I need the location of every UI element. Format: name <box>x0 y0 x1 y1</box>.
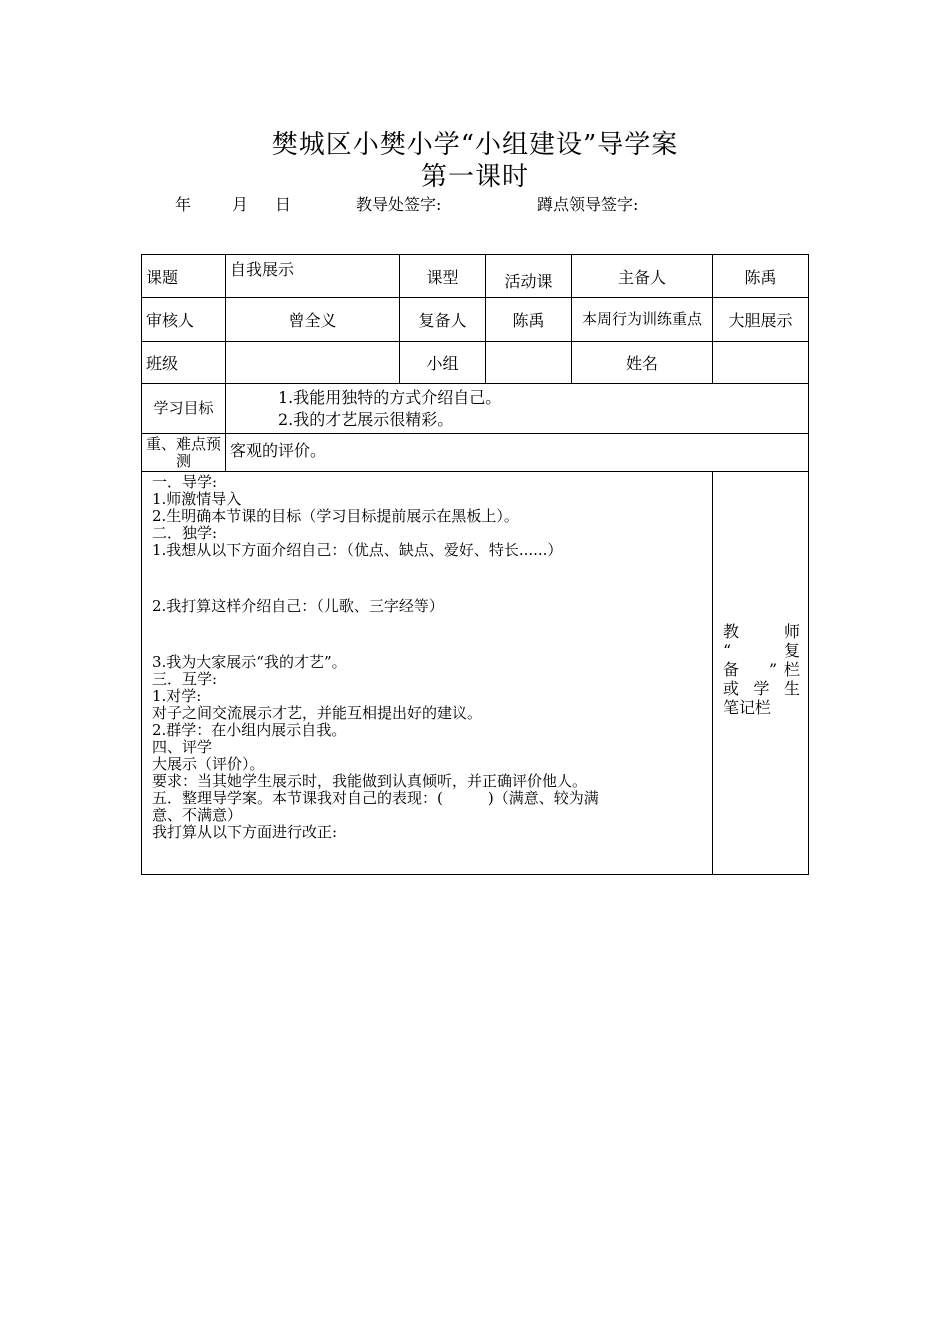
process-line: 一．导学: <box>152 473 218 491</box>
process-line: 2.生明确本节课的目标（学习目标提前展示在黑板上）。 <box>152 507 519 525</box>
side-note-line: 或 学 生 <box>723 679 801 698</box>
signature-line <box>0 192 950 214</box>
blank-space <box>152 615 706 654</box>
table-row <box>142 298 809 342</box>
process-line: 2.群学：在小组内展示自我。 <box>152 721 347 739</box>
lesson-process <box>142 472 713 875</box>
focus-value: 大胆展示 <box>713 298 809 342</box>
preparer-value: 陈禹 <box>713 255 809 298</box>
process-line: 我打算从以下方面进行改正: <box>152 823 338 841</box>
process-line: 四、评学 <box>152 738 213 756</box>
date-year: 年 <box>175 195 192 214</box>
side-note-line: 教 师 <box>723 622 801 641</box>
type-value: 活动课 <box>486 255 572 298</box>
office-sign-label: 教导处签字: <box>356 195 442 214</box>
lesson-plan-table <box>141 254 809 875</box>
co-preparer-value: 陈禹 <box>486 298 572 342</box>
process-line: 1.师激情导入 <box>152 490 242 508</box>
process-line: 三．互学: <box>152 670 218 688</box>
process-line: 对子之间交流展示才艺，并能互相提出好的建议。 <box>152 704 483 722</box>
table-row <box>142 384 809 434</box>
page-subtitle: 第一课时 <box>420 162 529 192</box>
group-label: 小组 <box>400 342 486 384</box>
blank-space <box>152 559 706 598</box>
co-preparer-label: 复备人 <box>400 298 486 342</box>
table-row <box>142 434 809 472</box>
goal-item: 2.我的才艺展示很精彩。 <box>278 409 454 429</box>
process-line: 1.我想从以下方面介绍自己：（优点、缺点、爱好、特长......） <box>152 541 563 559</box>
goals-content <box>226 384 809 434</box>
class-value[interactable] <box>226 342 400 384</box>
goals-label: 学习目标 <box>142 384 226 434</box>
topic-value: 自我展示 <box>226 255 400 298</box>
side-note-line: “ 复 <box>723 641 801 660</box>
process-line: 二．独学: <box>152 524 218 542</box>
leader-sign-label: 蹲点领导签字: <box>537 195 639 214</box>
class-label: 班级 <box>142 342 226 384</box>
side-note-line: 备 ”栏 <box>723 660 801 679</box>
teacher-notes-column <box>713 472 809 875</box>
process-line: 五．整理导学案。本节课我对自己的表现：( )（满意、较为满 <box>152 789 599 807</box>
reviewer-label: 审核人 <box>142 298 226 342</box>
table-row <box>142 472 809 875</box>
name-value[interactable] <box>713 342 809 384</box>
process-line: 要求：当其她学生展示时，我能做到认真倾听，并正确评价他人。 <box>152 772 588 790</box>
table-row <box>142 342 809 384</box>
type-label: 课型 <box>400 255 486 298</box>
process-line: 大展示（评价）。 <box>152 755 265 773</box>
topic-label: 课题 <box>142 255 226 298</box>
side-note-line: 笔记栏 <box>723 698 772 717</box>
date-month: 月 <box>232 195 249 214</box>
name-label: 姓名 <box>572 342 713 384</box>
focus-label: 本周行为训练重点 <box>572 298 713 342</box>
process-line: 3.我为大家展示“我的才艺”。 <box>152 653 347 671</box>
difficulty-value: 客观的评价。 <box>226 434 809 472</box>
process-line: 1.对学: <box>152 687 202 705</box>
date-day: 日 <box>275 195 292 214</box>
table-row <box>142 255 809 298</box>
reviewer-value: 曾全义 <box>226 298 400 342</box>
page-title: 樊城区小樊小学“小组建设”导学案 <box>271 130 679 160</box>
preparer-label: 主备人 <box>572 255 713 298</box>
difficulty-label: 重、难点预测 <box>142 434 226 472</box>
goal-item: 1.我能用独特的方式介绍自己。 <box>278 387 502 407</box>
process-line: 2.我打算这样介绍自己：（儿歌、三字经等） <box>152 597 444 615</box>
group-value[interactable] <box>486 342 572 384</box>
process-line: 意、不满意） <box>152 806 243 824</box>
